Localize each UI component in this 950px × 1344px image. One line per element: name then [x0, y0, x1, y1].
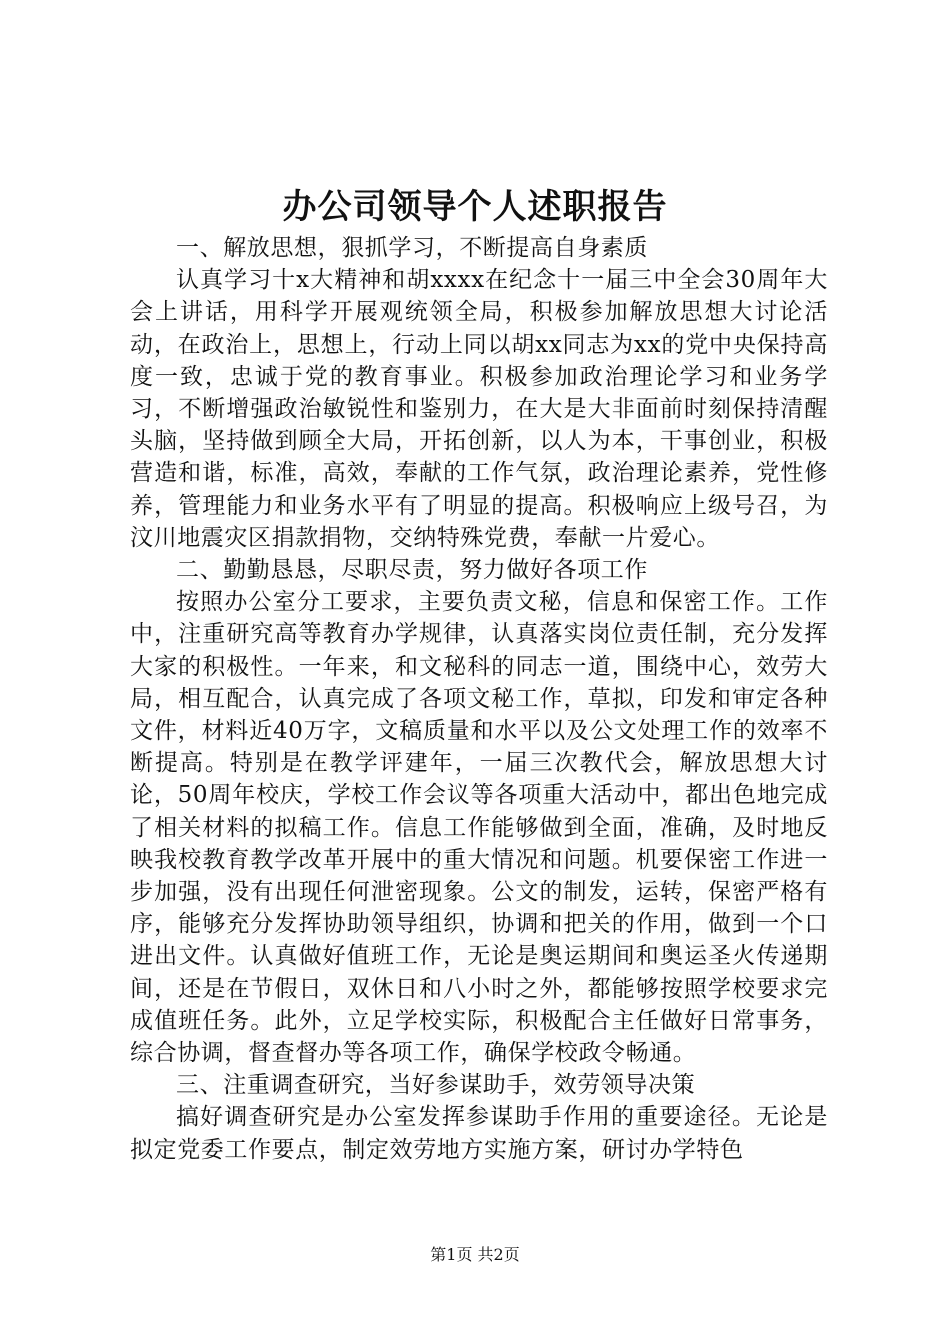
section-1-heading: 一、解放思想，狠抓学习，不断提高自身素质 — [176, 235, 648, 261]
section-3-heading: 三、注重调查研究，当好参谋助手，效劳领导决策 — [176, 1072, 696, 1099]
document-title: 办公司领导个人述职报告 — [282, 187, 668, 227]
section-2-body: 按照办公室分工要求，主要负责文秘，信息和保密工作。工作中，注重研究高等教育办学规律，认真落实岗位责任制，充分发挥大家的积极性。一年来，和文秘科的同志一道，围绕中心，效劳大局，相互配合，认真完成了各项文秘工作，草拟，印发和审定各种文件，材料近40万字，文稿质量和水平以及公文处理工作的效率不断提高。特别是在教学评建年，一届三次教代会，解放思想大讨论，50周年校庆，学校工作会议等各项重大活动中，都出色地完成了相关材料的拟稿工作。信息工作能够做到全面，准确，及时地反映我校教育教学改革开展中的重大情况和问题。机要保密工作进一步加强，没有出现任何泄密现象。公文的制发，运转，保密严格有序，能够充分发挥协助领导组织，协调和把关的作用，做到一个口进出文件。认真做好值班工作，无论是奥运期间和奥运圣火传递期间，还是在节假日，双休日和八小时之外，都能够按照学校要求完成值班任务。此外，立足学校实际，积极配合主任做好日常事务，综合协调，督查督办等各项工作，确保学校政令畅通。 — [130, 589, 828, 1067]
page-footer — [0, 1244, 950, 1266]
document-body — [130, 232, 828, 1166]
page-total: 共2页 — [477, 1245, 520, 1264]
page-number: 第1页 — [430, 1245, 473, 1264]
section-3-body: 搞好调查研究是办公室发挥参谋助手作用的重要途径。无论是拟定党委工作要点，制定效劳地方实施方案，研讨办学特色 — [130, 1104, 828, 1163]
section-1-body: 认真学习十x大精神和胡xxxx在纪念十一届三中全会30周年大会上讲话，用科学开展观统领全局，积极参加解放思想大讨论活动，在政治上，思想上，行动上同以胡xx同志为xx的党中央保持高度一致，忠诚于党的教育事业。积极参加政治理论学习和业务学习，不断增强政治敏锐性和鉴别力，在大是大非面前时刻保持清醒头脑，坚持做到顾全大局，开拓创新，以人为本，干事创业，积极营造和谐，标准，高效，奉献的工作气氛，政治理论素养，党性修养，管理能力和业务水平有了明显的提高。积极响应上级号召，为汶川地震灾区捐款捐物，交纳特殊党费，奉献一片爱心。 — [130, 267, 828, 551]
section-2-heading: 二、勤勤恳恳，尽职尽责，努力做好各项工作 — [176, 557, 648, 584]
